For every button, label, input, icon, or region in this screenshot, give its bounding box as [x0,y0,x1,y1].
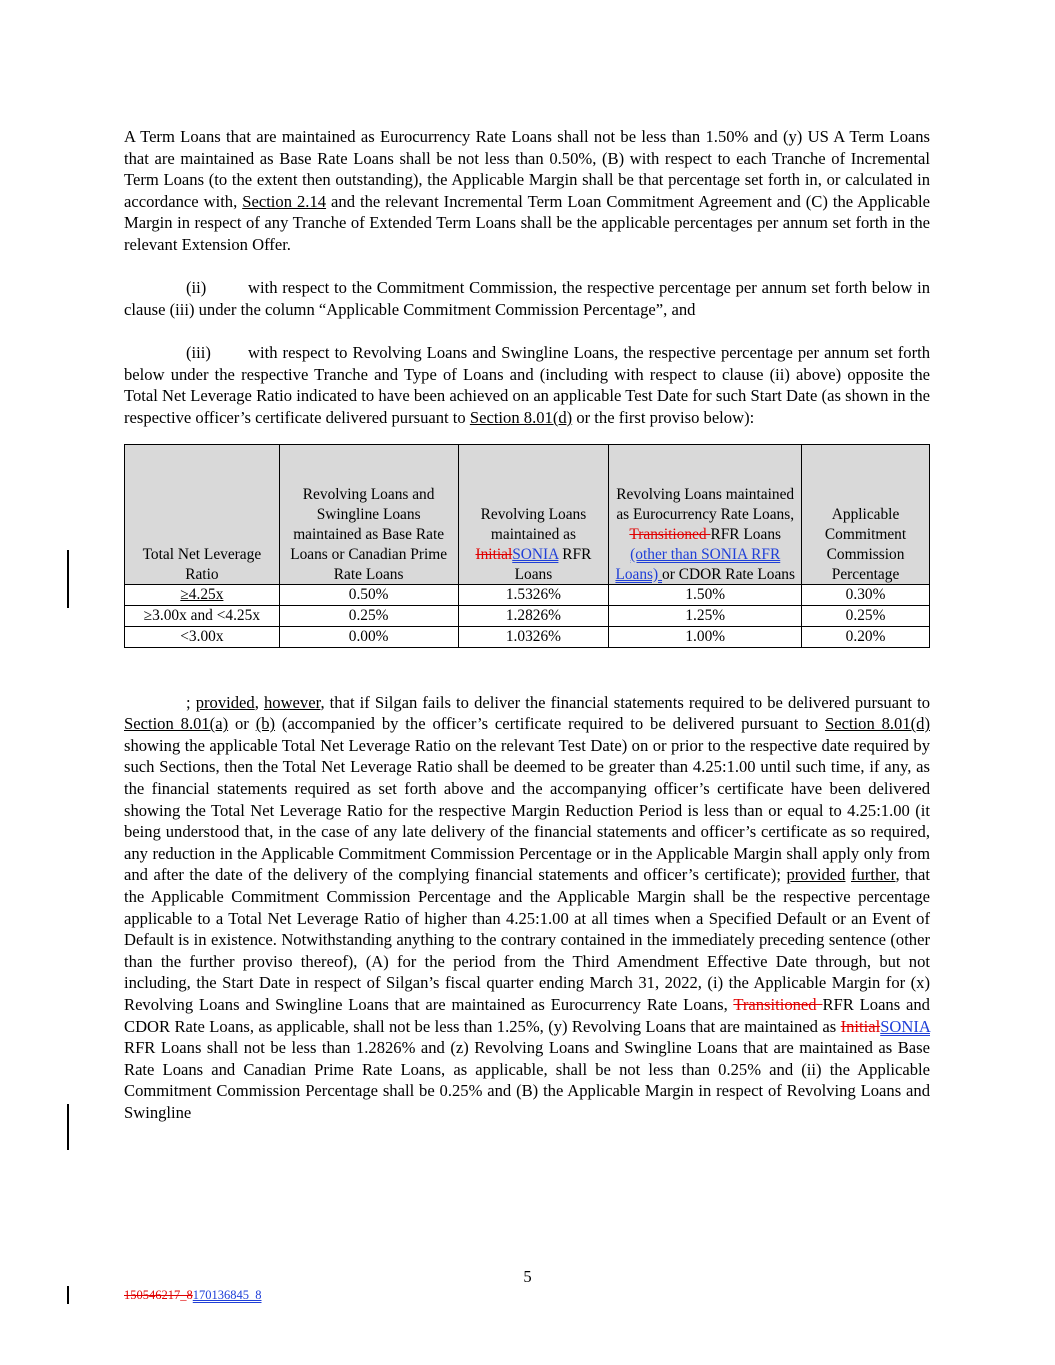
header-sonia-rfr-loans: Revolving Loans maintained as InitialSONIA RFR Loans [458,445,609,585]
inserted-text: (other than SONIA RFR Loans) [615,545,781,583]
inserted-doc-id: 170136845_8 [192,1288,262,1302]
table-row [125,585,930,606]
deleted-text: Initial [475,545,513,563]
cell-base: 0.00% [279,626,458,647]
header-commitment-commission: Applicable Commitment Commission Percentage [802,445,930,585]
deleted-text: Transitioned [733,995,823,1015]
header-total-net-leverage-ratio: Total Net Leverage Ratio [125,445,280,585]
clause-number: (iii) [186,342,211,362]
deleted-text: Transitioned [629,525,711,543]
deleted-doc-id: 150546217_8 [124,1288,193,1302]
cell-base: 0.50% [279,585,458,606]
cell-euro: 1.00% [609,626,802,647]
margin-table [124,444,930,647]
section-ref: Section 8.01(d) [824,714,930,734]
paragraph-term-loans: A Term Loans that are maintained as Eurocurrency Rate Loans shall not be less than 1.50% and (y) US A Term Loans that are maintained as Base Rate Loans shall be not less than 0.50%, (B) with respect to each Tranche of Incremental Term Loans (to the extent then outstanding), the Applicable Margin shall be that percentage set forth in, or calculated in accordance with, Section 2.14 and the relevant Incremental Term Loan Commitment Agreement and (C) the Applicable Margin in respect of any Tranche of Extended Term Loans shall be the applicable percentages per annum set forth in the relevant Extension Offer. [124,127,930,254]
deleted-text: Initial [840,1016,881,1036]
section-ref: Section 8.01(a) [124,714,229,734]
paragraph-proviso: ; provided, however, that if Silgan fails to deliver the financial statements required to be delivered pursuant to Section 8.01(a) or (b) (accompanied by the officer’s certificate required to be delivered pursuant to Section 8.01(d) showing the applicable Total Net Leverage Ratio on the relevant Test Date) on or prior to the respective date required by such Sections, then the Total Net Leverage Ratio shall be deemed to be greater than 4.25:1.00 until such time, if any, as the financial statements required as set forth above and the accompanying officer’s certificate have been delivered showing the Total Net Leverage Ratio for the respective Margin Reduction Period is less than or equal to 4.25:1.00 (it being understood that, in the case of any late delivery of the financial statements and officer’s certificate as so required, any reduction in the Applicable Commitment Commission Percentage or in the Applicable Margin shall apply only from and after the date of the delivery of the complying financial statements and officer’s certificate); provided further, that the Applicable Commitment Commission Percentage and the Applicable Margin shall be the respective percentage applicable to a Total Net Leverage Ratio of higher than 4.25:1.00 at all times when a Specified Default or an Event of Default is in existence. Notwithstanding anything to the contrary contained in the immediately preceding sentence (other than the further proviso thereof), (A) for the period from the Third Amendment Effective Date through, but not including, the Start Date in respect of Silgan’s fiscal quarter ending March 31, 2022, (i) the Applicable Margin for (x) Revolving Loans and Swingline Loans that are maintained as Eurocurrency Rate Loans, Transitioned RFR Loans and CDOR Rate Loans, as applicable, shall not be less than 1.25%, (y) Revolving Loans that are maintained as InitialSONIA RFR Loans shall not be less than 1.2826% and (z) Revolving Loans and Swingline Loans that are maintained as Base Rate Loans and Canadian Prime Rate Loans, as applicable, shall be not less than 0.25% and (ii) the Applicable Commitment Commission Percentage shall be 0.25% and (B) the Applicable Margin in respect of Revolving Loans and Swingline [124,692,931,1122]
section-ref: Section 8.01(d) [469,407,573,427]
cell-euro: 1.25% [609,606,802,627]
cell-ratio: <3.00x [125,626,280,647]
cell-sonia: 1.0326% [458,626,609,647]
table-row [125,606,930,627]
cell-ratio: ≥4.25x [125,585,280,606]
header-base-rate-loans: Revolving Loans and Swingline Loans maintained as Base Rate Loans or Canadian Prime Rate Loans [279,445,458,585]
inserted-text: SONIA [512,545,559,563]
section-ref: Section 2.14 [242,191,327,211]
paragraph-ii: (ii) with respect to the Commitment Commission, the respective percentage per annum set forth below in clause (iii) under the column “Applicable Commitment Commission Percentage”, and [124,278,930,319]
page-number: 5 [523,1267,532,1286]
cell-base: 0.25% [279,606,458,627]
revision-bar-footer [67,1286,69,1304]
cell-commitment: 0.20% [802,626,930,647]
inserted-text: SONIA [880,1016,930,1036]
cell-commitment: 0.25% [802,606,930,627]
revision-bar-table [67,550,69,608]
revision-bar-paragraph [67,1104,69,1150]
cell-sonia: 1.2826% [458,606,609,627]
clause-number: (ii) [186,278,207,298]
document-id [124,1287,262,1303]
paragraph-iii: (iii) with respect to Revolving Loans and Swingline Loans, the respective percentage per annum set forth below under the respective Tranche and Type of Loans and (including with respect to clause (ii) above) opposite the Total Net Leverage Ratio indicated to have been achieved on an applicable Test Date for such Start Date (as shown in the respective officer’s certificate delivered pursuant to Section 8.01(d) or the first proviso below): [124,342,930,427]
cell-commitment: 0.30% [802,585,930,606]
header-eurocurrency-loans: Revolving Loans maintained as Eurocurrency Rate Loans, Transitioned RFR Loans (other than SONIA RFR Loans) or CDOR Rate Loans [609,445,802,585]
document-page [124,126,930,1124]
cell-ratio: ≥3.00x and <4.25x [125,606,280,627]
cell-euro: 1.50% [609,585,802,606]
table-row [125,626,930,647]
section-ref: (b) [255,714,276,734]
cell-sonia: 1.5326% [458,585,609,606]
